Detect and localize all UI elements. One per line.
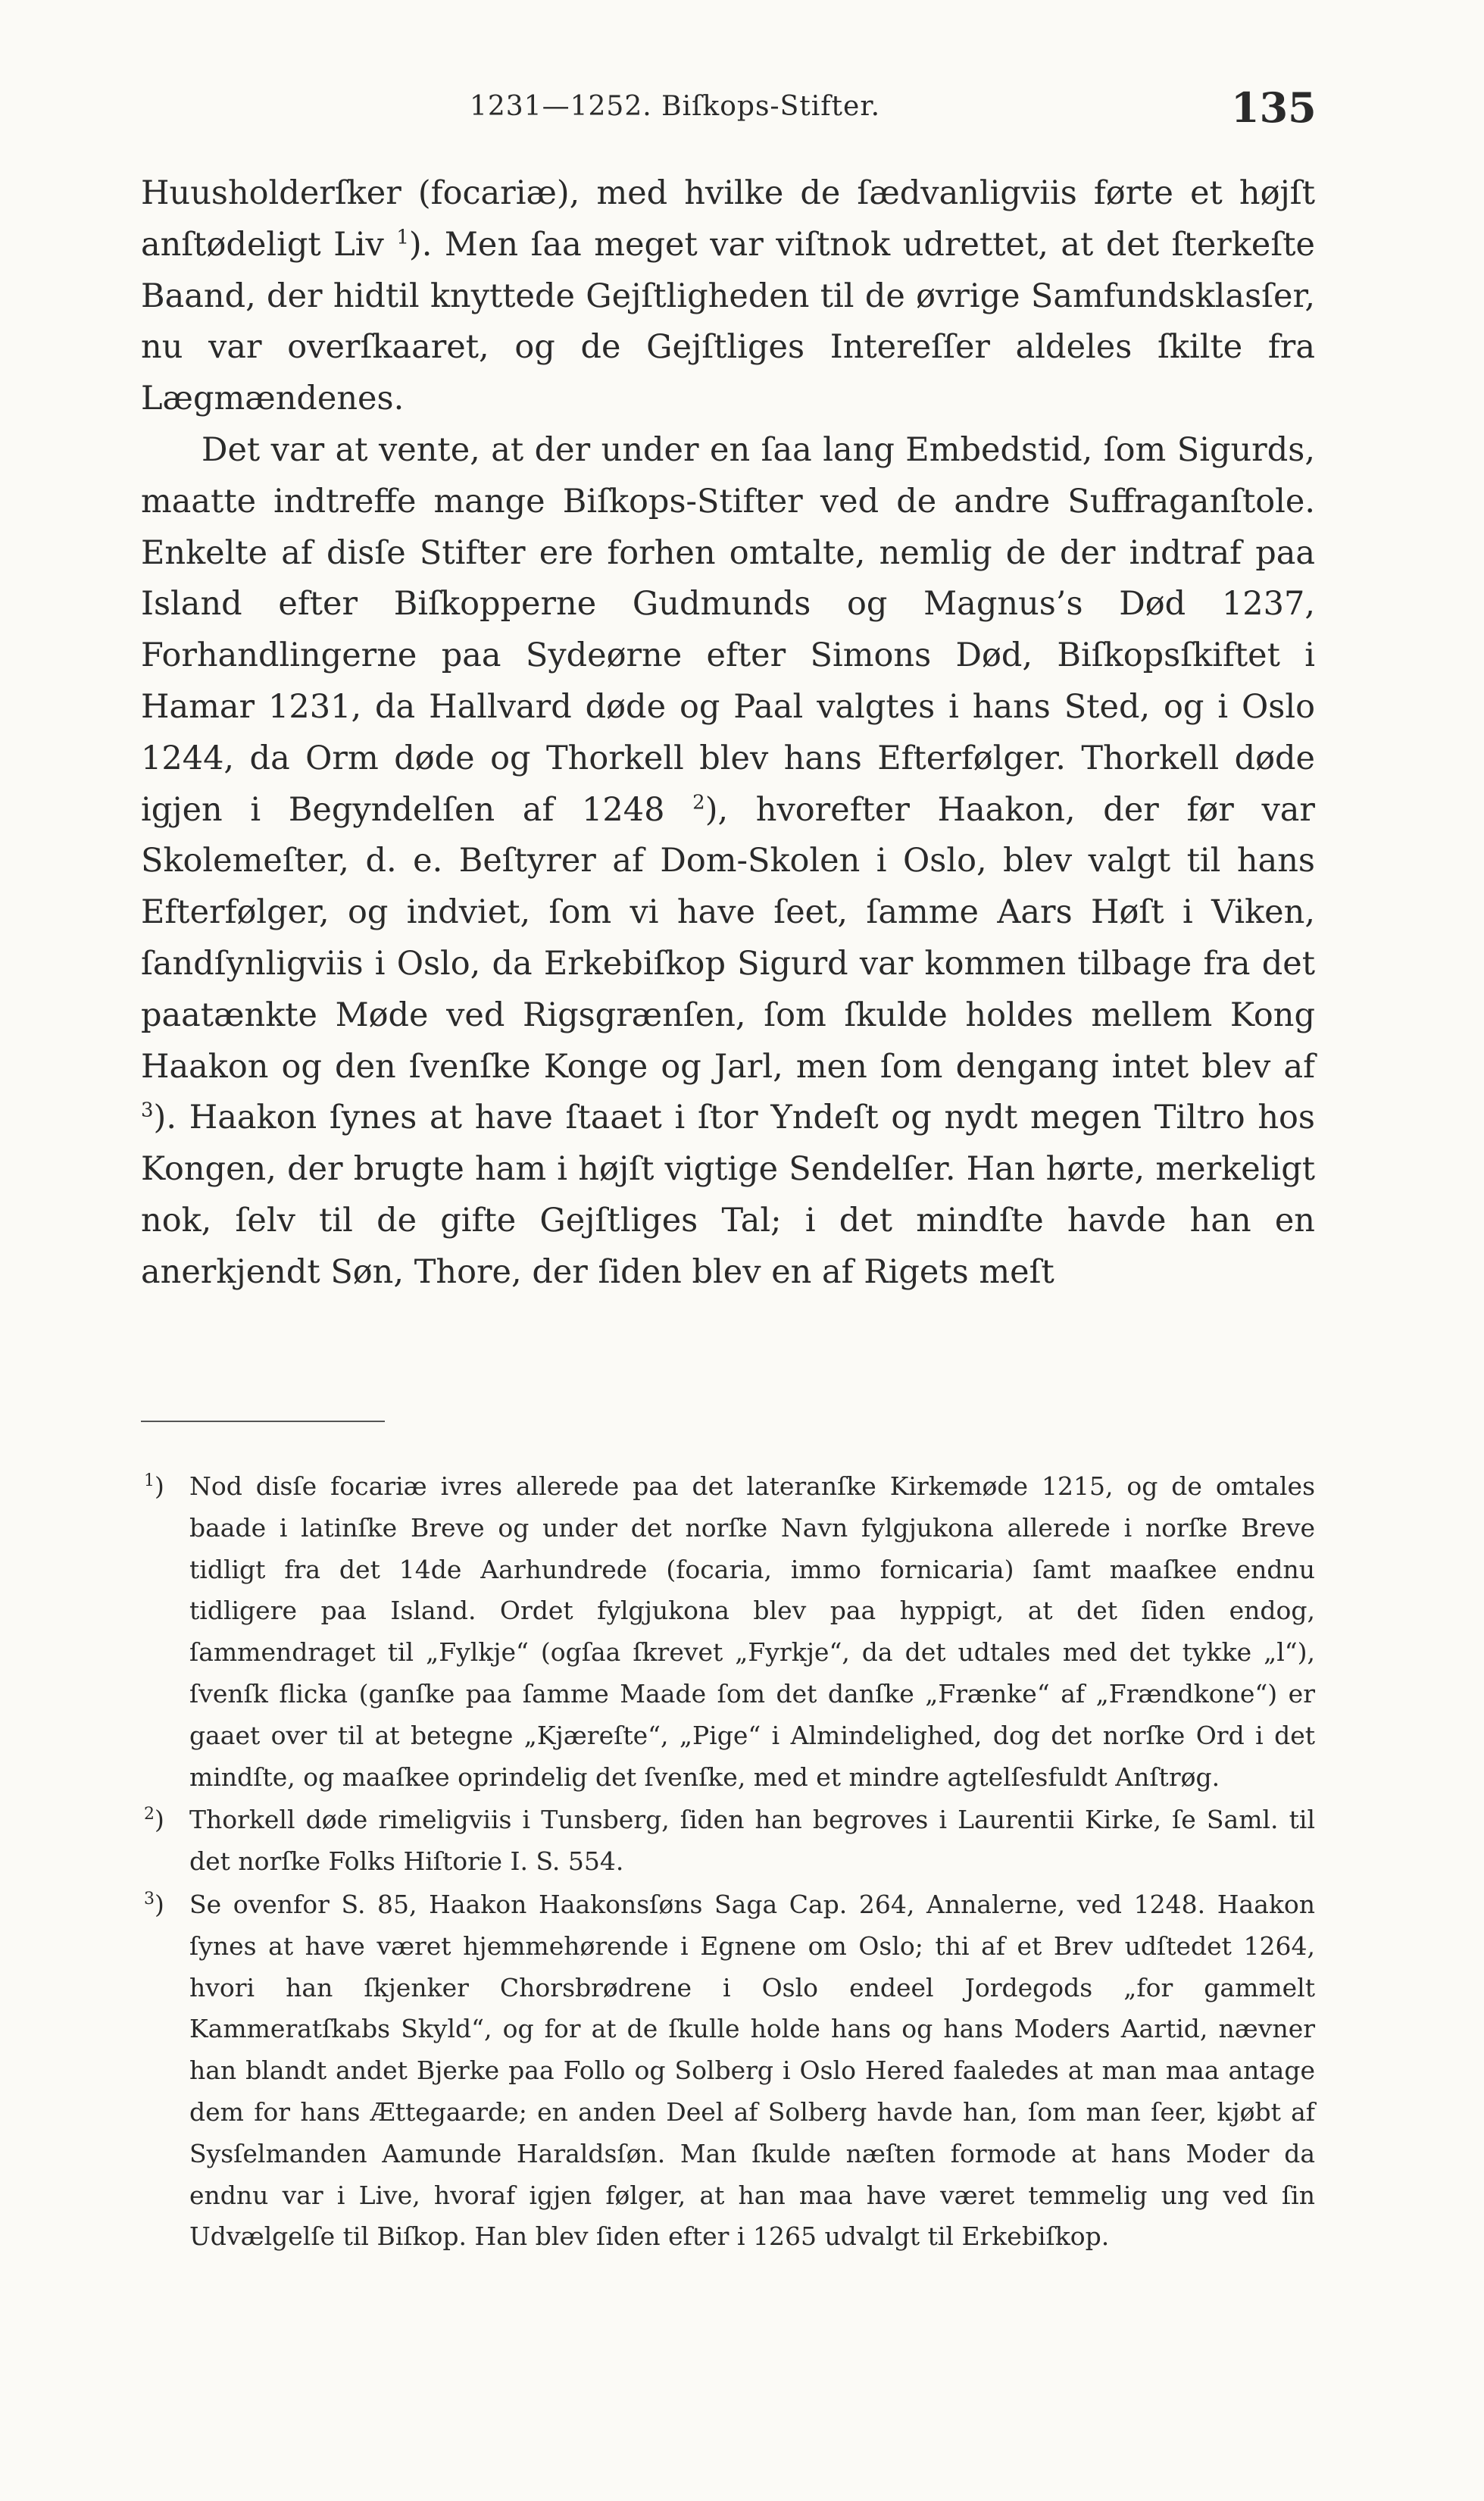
footnote-text: Nod disſe focariæ ivres allerede paa det lateranſke Kirkemøde 1215, og de omtales baade i latinſke Breve og under det norſke Navn fylgjukona allerede i norſke Breve tidligt fra det 14de Aarhundrede (focaria, immo fornicaria) ſamt maaſkee endnu tidligere paa Island. Ordet fylgjukona blev paa hyppigt, at det ſiden endog, ſammendraget til „Fylkje“ (ogſaa ſkrevet „Fyrkje“, da det udtales med det tykke „l“), ſvenſk flicka (ganſke paa ſamme Maade ſom det danſke „Frænke“ af „Frændkone“) er gaaet over til at betegne „Kjæreſte“, „Pige“ i Almindelighed, dog det norſke Ord i det mindſte, og maaſkee oprindelig det ſvenſke, med et mindre agtelſesfuldt Anſtrøg. <box>189 1471 1315 1792</box>
paragraph-1-tail: . Men ſaa meget var viſtnok udrettet, at det ſterkeſte Baand, der hidtil knyttede Gejſtligheden til de øvrige Samfundsklasſer, nu var overſkaaret, og de Gejſtliges Intereſſer aldeles ſkilte fra Lægmændenes. <box>141 225 1315 418</box>
footnote-ref-1: 1 <box>396 226 409 249</box>
footnote-3 <box>141 1884 1315 2258</box>
footnote-mark: $^2$) <box>144 1805 164 1835</box>
paragraph-2-tail-2: . Haakon ſynes at have ſtaaet i ſtor Yndeſt og nydt megen Tiltro hos Kongen, der brugte ham i højſt vigtige Sendelſer. Han hørte, merkeligt nok, ſelv til de gifte Gejſtliges Tal; i det mindſte havde han en anerkjendt Søn, Thore, der ſiden blev en af Rigets meſt <box>141 1099 1315 1291</box>
footnotes <box>141 1466 1315 2259</box>
page-number: 135 <box>1231 83 1317 132</box>
footnote-divider <box>141 1421 385 1422</box>
paragraph-1-text: Huusholderſker (focariæ), med hvilke de ſædvanligviis førte et højſt anſtødeligt Liv <box>141 174 1315 264</box>
main-text <box>141 168 1315 1299</box>
paragraph-1: Huusholderſker (focariæ), med hvilke de ſædvanligviis førte et højſt anſtødeligt Liv $^1$). Men ſaa meget var viſtnok udrettet, at det ſterkeſte Baand, der hidtil knyttede Gejſtligheden til de øvrige Samfundsklasſer, nu var overſkaaret, og de Gejſtliges Intereſſer aldeles ſkilte fra Lægmændenes. <box>141 174 1315 418</box>
paragraph-2: Det var at vente, at der under en ſaa lang Embedstid, ſom Sigurds, maatte indtreffe mange Biſkops-Stifter ved de andre Suffraganſtole. Enkelte af disſe Stifter ere forhen omtalte, nemlig de der indtraf paa Island efter Biſkopperne Gudmunds og Magnus’s Død 1237, Forhandlingerne paa Sydeørne efter Simons Død, Biſkopsſkiftet i Hamar 1231, da Hallvard døde og Paal valgtes i hans Sted, og i Oslo 1244, da Orm døde og Thorkell blev hans Efterfølger. Thorkell døde igjen i Begyndelſen af 1248 $^2$), hvorefter Haakon, der før var Skolemeſter, d. e. Beſtyrer af Dom-Skolen i Oslo, blev valgt til hans Efterfølger, og indviet, ſom vi have ſeet, ſamme Aars Høſt i Viken, ſandſynligviis i Oslo, da Erkebiſkop Sigurd var kommen tilbage fra det paatænkte Møde ved Rigsgrænſen, ſom ſkulde holdes mellem Kong Haakon og den ſvenſke Konge og Jarl, men ſom dengang intet blev af $^3$). Haakon ſynes at have ſtaaet i ſtor Yndeſt og nydt megen Tiltro hos Kongen, der brugte ham i højſt vigtige Sendelſer. Han hørte, merkeligt nok, ſelv til de gifte Gejſtliges Tal; i det mindſte havde han en anerkjendt Søn, Thore, der ſiden blev en af Rigets meſt <box>141 430 1315 1291</box>
footnote-mark: $^3$) <box>144 1889 164 1919</box>
footnote-ref-2: 2 <box>692 791 705 814</box>
footnote-text: Se ovenfor S. 85, Haakon Haakonsſøns Saga Cap. 264, Annalerne, ved 1248. Haakon ſynes at have været hjemmehørende i Egnene om Oslo; thi af et Brev udſtedet 1264, hvori han ſkjenker Chorsbrødrene i Oslo endeel Jordegods „for gammelt Kammeratſkabs Skyld“, og for at de ſkulle holde hans og hans Moders Aartid, nævner han blandt andet Bjerke paa Follo og Solberg i Oslo Hered faaledes at man maa antage dem for hans Ættegaarde; en anden Deel af Solberg havde han, ſom man ſeer, kjøbt af Sysſelmanden Aamunde Haraldsſøn. Man ſkulde næſten formode at hans Moder da endnu var i Live, hvoraf igjen følger, at han maa have været temmelig ung ved ſin Udvælgelſe til Biſkop. Han blev ſiden efter i 1265 udvalgt til Erkebiſkop. <box>189 1889 1315 2252</box>
footnote-mark: $^1$) <box>144 1471 164 1501</box>
footnote-1 <box>141 1466 1315 1798</box>
paragraph-2-tail: ), hvorefter Haakon, der før var Skolemeſter, d. e. Beſtyrer af Dom-Skolen i Oslo, blev valgt til hans Efterfølger, og indviet, ſom vi have ſeet, ſamme Aars Høſt i Viken, ſandſynligviis i Oslo, da Erkebiſkop Sigurd var kommen tilbage fra det paatænkte Møde ved Rigsgrænſen, ſom ſkulde holdes mellem Kong Haakon og den ſvenſke Konge og Jarl, men ſom dengang intet blev af <box>141 790 1315 1086</box>
running-head: 1231—1252. Biſkops-Stifter. <box>470 91 881 122</box>
footnote-ref-3: 3 <box>141 1099 154 1123</box>
paragraph-2-text: Det var at vente, at der under en ſaa lang Embedstid, ſom Sigurds, maatte indtreffe mange Biſkops-Stifter ved de andre Suffraganſtole. Enkelte af disſe Stifter ere forhen omtalte, nemlig de der indtraf paa Island efter Biſkopperne Gudmunds og Magnus’s Død 1237, Forhandlingerne paa Sydeørne efter Simons Død, Biſkopsſkiftet i Hamar 1231, da Hallvard døde og Paal valgtes i hans Sted, og i Oslo 1244, da Orm døde og Thorkell blev hans Efterfølger. Thorkell døde igjen i Begyndelſen af 1248 <box>141 430 1315 829</box>
footnote-text: Thorkell døde rimeligviis i Tunsberg, ſiden han begroves i Laurentii Kirke, ſe Saml. til det norſke Folks Hiſtorie I. S. 554. <box>189 1805 1315 1877</box>
footnote-2 <box>141 1799 1315 1883</box>
